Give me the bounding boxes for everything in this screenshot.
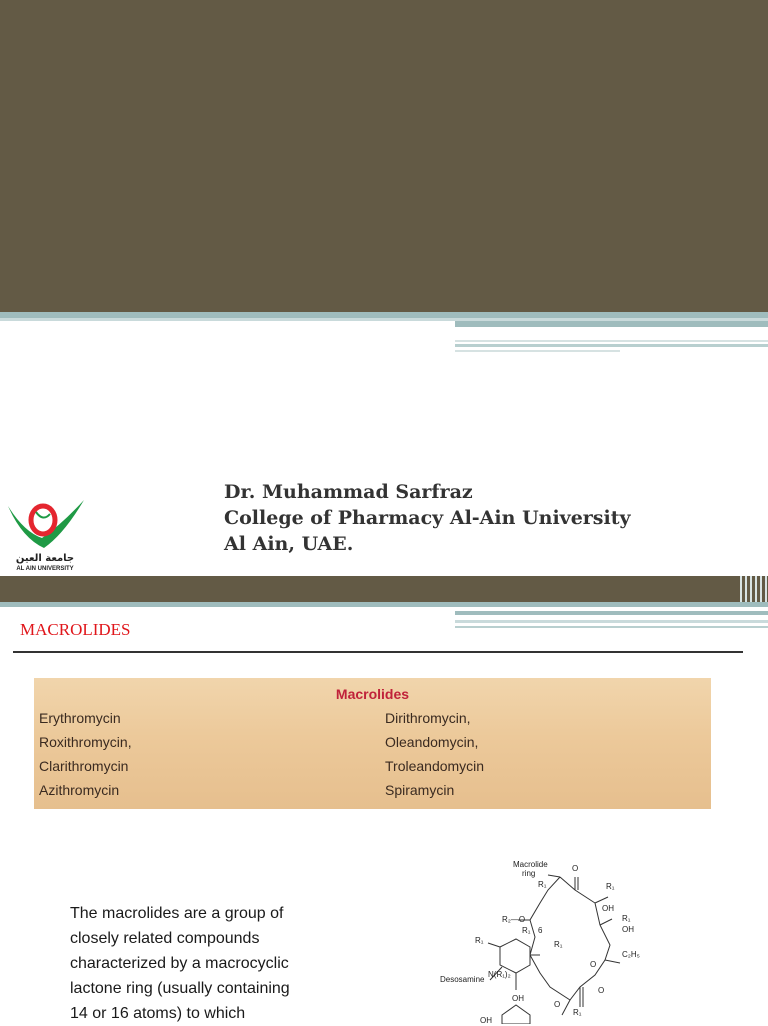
paragraph-line: closely related compounds <box>70 930 260 947</box>
diagram-label: R₁ <box>538 880 547 889</box>
diagram-label: OH <box>480 1016 492 1024</box>
drug-name: Erythromycin <box>39 710 121 726</box>
paragraph-line: The macrolides are a group of <box>70 905 284 922</box>
drug-name: Troleandomycin <box>385 758 485 774</box>
drug-name: Clarithromycin <box>39 758 129 774</box>
diagram-label: O <box>598 986 605 995</box>
author-affiliation: College of Pharmacy Al-Ain University <box>224 507 631 529</box>
author-location: Al Ain, UAE. <box>224 533 354 555</box>
diagram-label: R₂—O <box>502 915 526 924</box>
university-logo <box>6 498 84 576</box>
diagram-label: R₁ <box>522 926 531 935</box>
author-block <box>224 479 631 557</box>
title-band <box>0 0 768 312</box>
diagram-label: OH <box>602 904 614 913</box>
diagram-label: OH <box>622 925 634 934</box>
diagram-label: R₁ <box>622 914 631 923</box>
slide-title: MACROLIDES <box>20 620 131 639</box>
diagram-label: R₁ <box>554 940 563 949</box>
divider-line <box>455 332 713 334</box>
drug-name: Dirithromycin, <box>385 710 471 726</box>
diagram-label: ring <box>522 869 536 878</box>
diagram-label: R₁ <box>475 936 484 945</box>
drug-name: Azithromycin <box>39 782 120 798</box>
slide2-top-band <box>0 576 768 602</box>
divider-line <box>455 626 768 628</box>
diagram-label: O <box>572 864 579 873</box>
paragraph-line: characterized by a macrocyclic <box>70 955 289 972</box>
description-paragraph <box>70 901 330 1026</box>
drug-name: Oleandomycin, <box>385 734 479 750</box>
divider-stripe <box>0 602 768 607</box>
paragraph-line: 14 or 16 atoms) to which <box>70 1005 246 1022</box>
diagram-label: OH <box>512 994 524 1003</box>
diagram-label: R₁ <box>573 1008 582 1017</box>
divider-line <box>455 340 768 342</box>
diagram-label: O <box>554 1000 561 1009</box>
paragraph-line: lactone ring (usually containing <box>70 980 290 997</box>
divider-stripe <box>455 321 768 327</box>
diagram-label: R₁ <box>606 882 615 891</box>
divider-stripe <box>455 611 768 615</box>
macrolides-table <box>34 678 711 809</box>
band-lines <box>740 576 768 602</box>
divider-stripe <box>455 620 768 623</box>
diagram-label: N(R₁)₂ <box>488 970 511 979</box>
drug-name: Roxithromycin, <box>39 734 132 750</box>
diagram-label: 6 <box>538 926 543 935</box>
diagram-label: C₂H₅ <box>622 950 640 959</box>
logo-english-text: AL AIN UNIVERSITY <box>16 566 74 572</box>
title-rule <box>13 651 743 653</box>
diagram-label: Desosamine <box>440 975 485 984</box>
logo-arabic-text: جامعة العين <box>15 553 75 564</box>
author-name: Dr. Muhammad Sarfraz <box>224 481 473 503</box>
divider-line <box>455 344 768 347</box>
diagram-label: O <box>590 960 597 969</box>
macrolide-structure-diagram <box>430 855 690 1024</box>
divider-line <box>455 350 620 352</box>
drug-name: Spiramycin <box>385 782 455 798</box>
diagram-label: Macrolide <box>513 860 548 869</box>
table-title: Macrolides <box>335 686 410 702</box>
